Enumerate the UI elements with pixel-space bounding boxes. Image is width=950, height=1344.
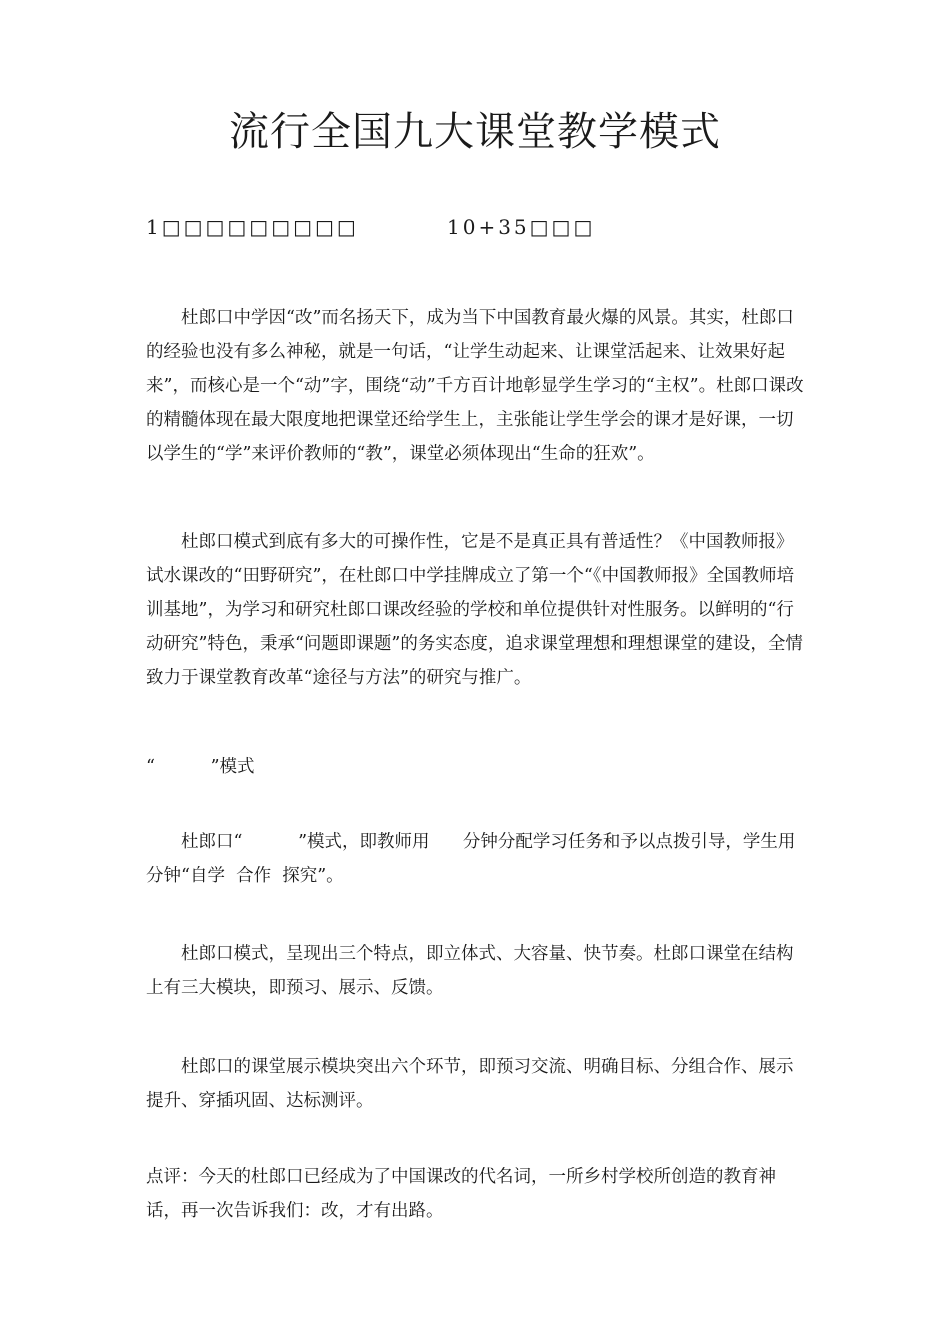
paragraph-features: 杜郎口模式，呈现出三个特点，即立体式、大容量、快节奏。杜郎口课堂在结构上有三大模块，即预习、展示、反馈。 (146, 944, 794, 998)
section-heading-model: 10+35□□□ (447, 215, 596, 239)
section-heading-number: 1□□□□□□□□□ (146, 215, 359, 239)
paragraph-research: 杜郎口模式到底有多大的可操作性，它是不是真正具有普适性？《中国教师报》试水课改的“田野研究”，在杜郎口中学挂牌成立了第一个“《中国教师报》全国教师培训基地”，为学习和研究杜郎口课改经验的学校和单位提供针对性服务。以鲜明的“行动研究”特色，秉承“问题即课题”的务实态度，追求课堂理想和理想课堂的建设，全情致力于课堂教育改革“途径与方法”的研究与推广。 (146, 532, 803, 688)
paragraph-model-heading: “ ”模式 (146, 757, 255, 777)
paragraph-six-steps: 杜郎口的课堂展示模块突出六个环节，即预习交流、明确目标、分组合作、展示提升、穿插巩固、达标测评。 (146, 1057, 794, 1111)
paragraph-comment: 点评：今天的杜郎口已经成为了中国课改的代名词，一所乡村学校所创造的教育神话，再一次告诉我们：改，才有出路。 (146, 1167, 776, 1221)
document-title: 流行全国九大课堂教学模式 (229, 109, 721, 155)
paragraph-intro: 杜郎口中学因“改”而名扬天下，成为当下中国教育最火爆的风景。其实，杜郎口的经验也没有多么神秘，就是一句话，“让学生动起来、让课堂活起来、让效果好起来”，而核心是一个“动”字，围绕“动”千方百计地彰显学生学习的“主权”。杜郎口课改的精髓体现在最大限度地把课堂还给学生上，主张能让学生学会的课才是好课，一切以学生的“学”来评价教师的“教”，课堂必须体现出“生命的狂欢”。 (146, 308, 804, 464)
paragraph-model-description: 杜郎口“ ”模式，即教师用 分钟分配学习任务和予以点拨引导，学生用 分钟“自学 合作 探究”。 (146, 832, 829, 886)
